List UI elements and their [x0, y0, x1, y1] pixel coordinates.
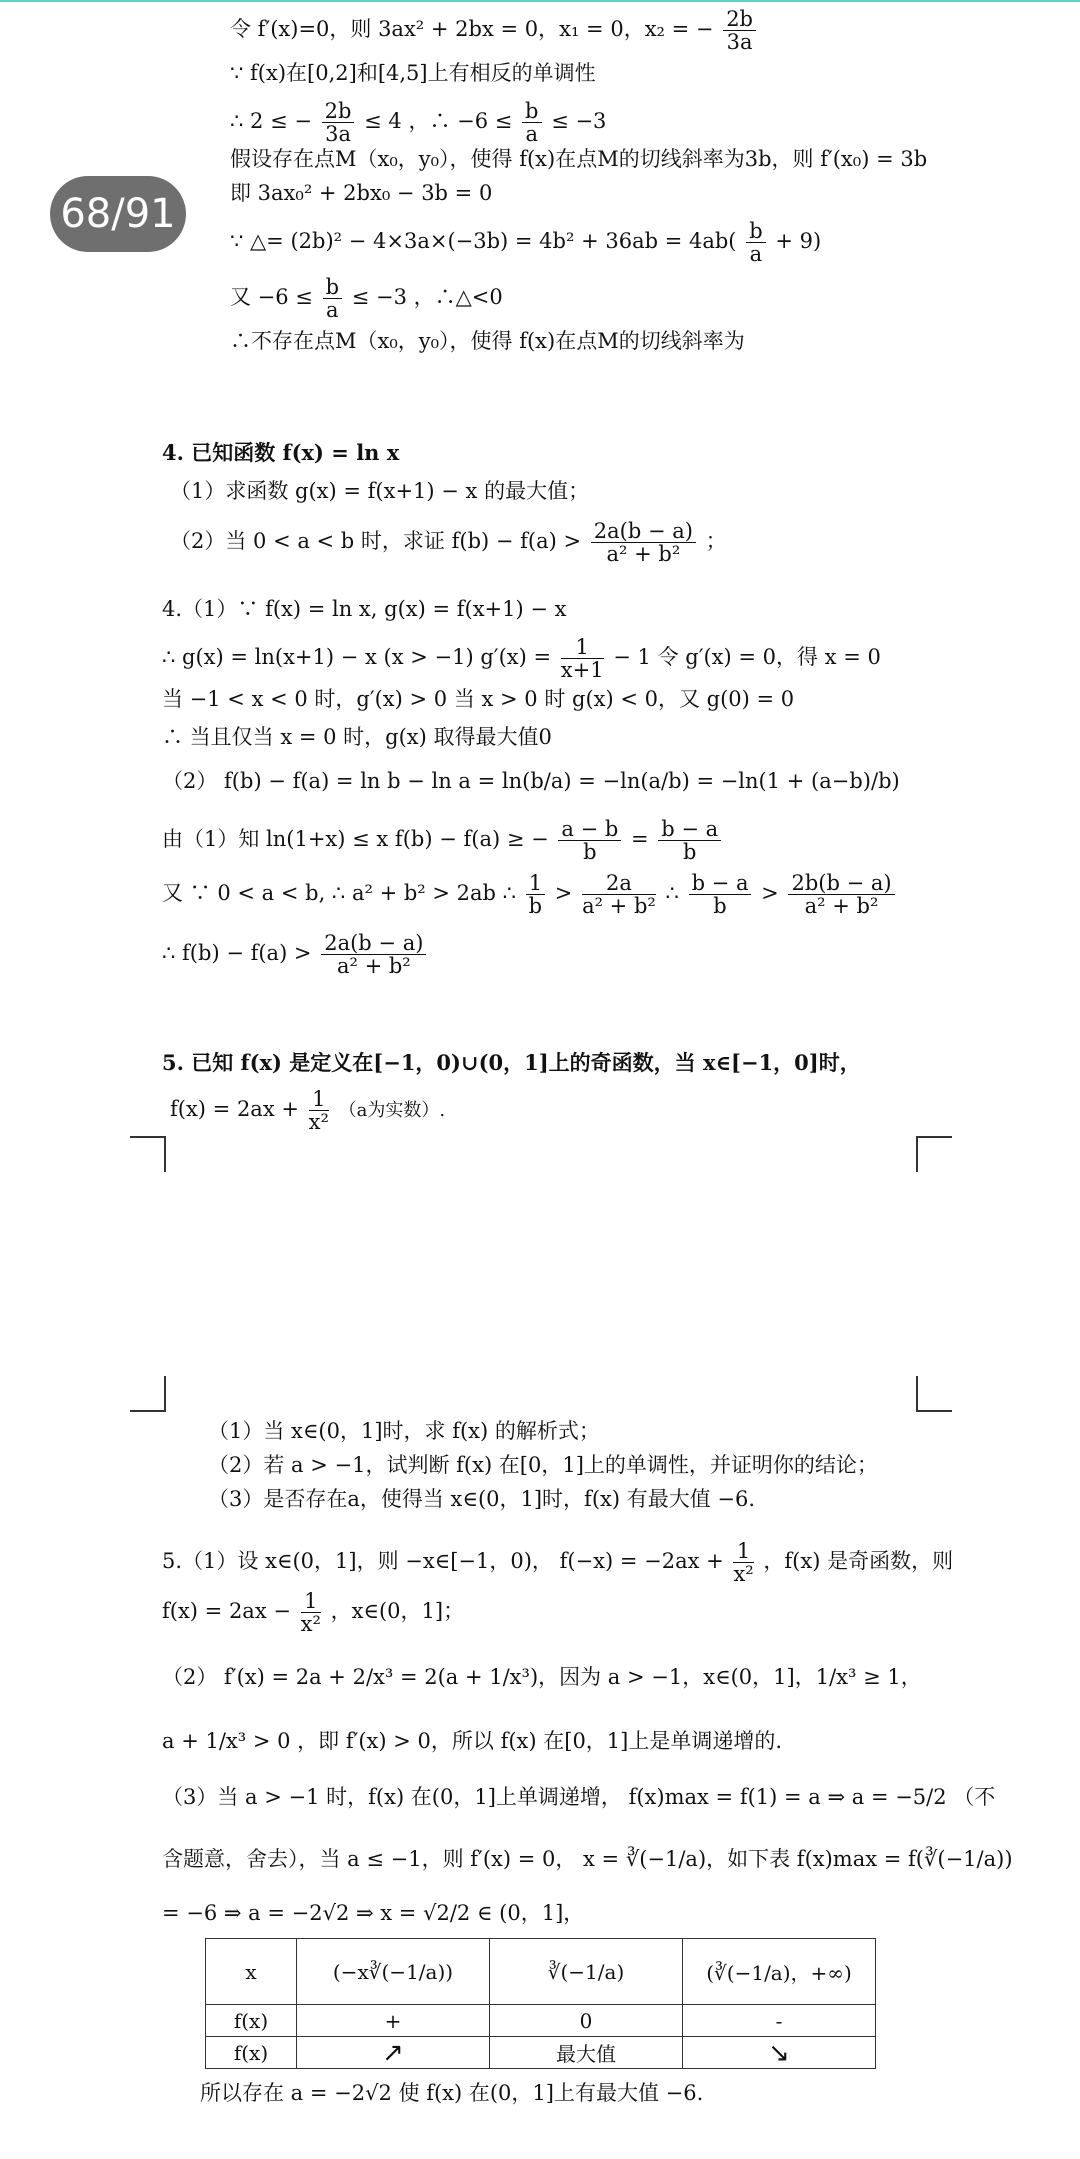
- line-3-text-b: ≤ 4 ，∴ −6 ≤: [364, 109, 513, 133]
- fraction: [522, 100, 541, 145]
- a4-line-2-text-b: − 1 令 g′(x) = 0，得 x = 0: [613, 645, 881, 669]
- fraction: [733, 1540, 753, 1585]
- q4-part2-text-b: ；: [705, 529, 727, 553]
- a4-line-7-text-c: ∴: [665, 881, 679, 905]
- q5-definition-text-b: （a为实数）.: [338, 1100, 446, 1121]
- denominator: b: [683, 840, 697, 864]
- fraction: [323, 276, 342, 321]
- fraction: [322, 100, 355, 145]
- a4-line-5: （2） f(b) − f(a) = ln b − ln a = ln(b/a) = −ln(a/b) = −ln(1 + (a−b)/b): [162, 769, 900, 793]
- fraction: [526, 872, 545, 917]
- numerator: 1: [561, 636, 604, 659]
- line-6: [230, 220, 821, 265]
- denominator: a² + b²: [804, 894, 879, 918]
- crop-mark-bottom-left: [130, 1376, 166, 1412]
- fraction: [591, 520, 696, 565]
- fraction: [558, 818, 621, 863]
- numerator: 1: [526, 872, 545, 895]
- numerator: 2a(b − a): [321, 932, 426, 955]
- table-cell: ∛(−1/a): [490, 1939, 683, 2005]
- denominator: a² + b²: [336, 954, 411, 978]
- fraction: [582, 872, 656, 917]
- fraction: [561, 636, 604, 681]
- q4-part2: [170, 520, 727, 565]
- a4-line-3: 当 −1 < x < 0 时，g′(x) > 0 当 x > 0 时 g(x) < 0，又 g(0) = 0: [162, 687, 795, 711]
- a4-line-4: ∴ 当且仅当 x = 0 时，g(x) 取得最大值0: [162, 725, 552, 749]
- a4-line-6: [162, 818, 724, 863]
- crop-mark-bottom-right: [916, 1376, 952, 1412]
- fraction: [321, 932, 426, 977]
- a5-line-6: 含题意，舍去），当 a ≤ −1，则 f′(x) = 0， x = ∛(−1/a)，如下表 f(x)max = f(∛(−1/a)): [162, 1847, 1013, 1871]
- line-7-text-b: ≤ −3 ，∴△<0: [351, 285, 503, 309]
- line-2: ∵ f(x)在[0,2]和[4,5]上有相反的单调性: [230, 61, 596, 85]
- fraction: [788, 872, 894, 917]
- top-accent-line: [0, 0, 1080, 2]
- numerator: a − b: [558, 818, 621, 841]
- line-5: 即 3ax₀² + 2bx₀ − 3b = 0: [230, 181, 493, 205]
- table-cell: -: [683, 2005, 876, 2037]
- table-row: [206, 2005, 876, 2037]
- q5-part3: （3）是否存在a，使得当 x∈(0，1]时，f(x) 有最大值 −6.: [208, 1487, 756, 1511]
- table-row: [206, 2037, 876, 2069]
- a5-line-2-text-a: f(x) = 2ax −: [162, 1599, 291, 1623]
- denominator: 3a: [325, 122, 351, 146]
- fraction: [658, 818, 721, 863]
- fraction: [723, 8, 756, 53]
- numerator: 2a: [582, 872, 656, 895]
- a5-line-4: a + 1/x³ > 0 ，即 f′(x) > 0，所以 f(x) 在[0，1]上是单调递增的.: [162, 1729, 783, 1753]
- denominator: 3a: [726, 30, 753, 54]
- table-row: [206, 1939, 876, 2005]
- a4-line-1: 4.（1）∵ f(x) = ln x, g(x) = f(x+1) − x: [162, 597, 567, 621]
- fraction: [746, 220, 765, 265]
- page-indicator: 68/91: [50, 176, 186, 252]
- line-6-text-b: + 9): [775, 229, 822, 253]
- a4-line-6-text-b: =: [631, 827, 649, 851]
- table-cell: (−x∛(−1/a)): [297, 1939, 490, 2005]
- denominator: a² + b²: [606, 542, 681, 566]
- decreasing-arrow-icon: ↘: [683, 2037, 876, 2069]
- q4-part2-text-a: （2）当 0 < a < b 时，求证 f(b) − f(a) >: [170, 529, 582, 553]
- a5-line-1-text-b: ，f(x) 是奇函数，则: [763, 1549, 954, 1573]
- denominator: b: [583, 840, 597, 864]
- a5-line-1: [162, 1540, 953, 1585]
- crop-mark-top-right: [916, 1136, 952, 1172]
- a4-line-2: [162, 636, 881, 681]
- denominator: x+1: [560, 658, 604, 682]
- a4-line-7-text-d: >: [761, 881, 779, 905]
- a4-line-8: [162, 932, 429, 977]
- q5-title: 5. 已知 f(x) 是定义在[−1，0)∪(0，1]上的奇函数，当 x∈[−1，0]时，: [162, 1050, 861, 1075]
- a4-line-2-text-a: ∴ g(x) = ln(x+1) − x (x > −1) g′(x) =: [162, 645, 552, 669]
- denominator: a: [326, 298, 339, 322]
- table-cell: +: [297, 2005, 490, 2037]
- numerator: b: [522, 100, 541, 123]
- numerator: b: [746, 220, 765, 243]
- a5-line-2-text-b: ，x∈(0，1]；: [330, 1599, 465, 1623]
- numerator: 2b: [322, 100, 355, 123]
- numerator: 1: [301, 1590, 321, 1613]
- table-cell: f(x): [206, 2037, 297, 2069]
- denominator: a: [525, 122, 539, 146]
- fraction: [689, 872, 752, 917]
- increasing-arrow-icon: ↗: [297, 2037, 490, 2069]
- q5-part1: （1）当 x∈(0，1]时，求 f(x) 的解析式；: [208, 1419, 600, 1443]
- table-cell: (∛(−1/a)，+∞): [683, 1939, 876, 2005]
- line-7: [230, 276, 503, 321]
- table-cell: 0: [490, 2005, 683, 2037]
- numerator: 2a(b − a): [591, 520, 696, 543]
- q4-title: 4. 已知函数 f(x) = ln x: [162, 440, 400, 465]
- a5-line-5: （3）当 a > −1 时，f(x) 在(0，1]上单调递增， f(x)max = f(1) = a ⇒ a = −5/2 （不: [162, 1785, 996, 1809]
- a4-line-7-text-a: 又 ∵ 0 < a < b, ∴ a² + b² > 2ab ∴: [162, 881, 517, 905]
- line-3: [230, 100, 606, 145]
- numerator: 1: [733, 1540, 753, 1563]
- line-4: 假设存在点M（x₀，y₀），使得 f(x)在点M的切线斜率为3b，则 f′(x₀) = 3b: [230, 147, 928, 171]
- line-6-text-a: ∵ △= (2b)² − 4×3a×(−3b) = 4b² + 36ab = 4ab(: [230, 229, 737, 253]
- line-1-text: 令 f′(x)=0，则 3ax² + 2bx = 0，x₁ = 0，x₂ = −: [230, 17, 714, 41]
- denominator: x²: [300, 1612, 321, 1636]
- denominator: b: [713, 894, 727, 918]
- conclusion: 所以存在 a = −2√2 使 f(x) 在(0，1]上有最大值 −6.: [200, 2081, 704, 2105]
- line-3-text-c: ≤ −3: [551, 109, 607, 133]
- line-1: [230, 8, 759, 53]
- numerator: 2b(b − a): [788, 872, 894, 895]
- q5-part2: （2）若 a > −1，试判断 f(x) 在[0，1]上的单调性，并证明你的结论；: [208, 1453, 878, 1477]
- a4-line-7: [162, 872, 898, 917]
- numerator: b: [323, 276, 342, 299]
- q4-part1: （1）求函数 g(x) = f(x+1) − x 的最大值；: [170, 479, 590, 503]
- crop-mark-top-left: [130, 1136, 166, 1172]
- numerator: b − a: [658, 818, 721, 841]
- monotonicity-table: [205, 1938, 876, 2069]
- numerator: b − a: [689, 872, 752, 895]
- q5-definition-text-a: f(x) = 2ax +: [170, 1097, 299, 1121]
- numerator: 2b: [723, 8, 756, 31]
- line-8: ∴不存在点M（x₀，y₀），使得 f(x)在点M的切线斜率为: [230, 329, 745, 353]
- table-cell: x: [206, 1939, 297, 2005]
- denominator: b: [528, 894, 543, 918]
- q5-definition: [170, 1088, 445, 1133]
- a5-line-2: [162, 1590, 464, 1635]
- table-cell: 最大值: [490, 2037, 683, 2069]
- line-7-text-a: 又 −6 ≤: [230, 285, 313, 309]
- fraction: [301, 1590, 321, 1635]
- denominator: a: [749, 242, 763, 266]
- fraction: [309, 1088, 329, 1133]
- a4-line-6-text-a: 由（1）知 ln(1+x) ≤ x f(b) − f(a) ≥ −: [162, 827, 549, 851]
- a5-line-7: = −6 ⇒ a = −2√2 ⇒ x = √2/2 ∈ (0，1]，: [162, 1901, 585, 1925]
- numerator: 1: [309, 1088, 329, 1111]
- table-cell: f(x): [206, 2005, 297, 2037]
- a4-line-7-text-b: >: [554, 881, 573, 905]
- a5-line-3: （2） f′(x) = 2a + 2/x³ = 2(a + 1/x³)，因为 a > −1，x∈(0，1]，1/x³ ≥ 1，: [162, 1665, 922, 1689]
- line-3-text-a: ∴ 2 ≤ −: [230, 109, 312, 133]
- denominator: x²: [308, 1110, 329, 1134]
- a4-line-8-text-a: ∴ f(b) − f(a) >: [162, 941, 312, 965]
- denominator: x²: [733, 1562, 754, 1586]
- a5-line-1-text-a: 5.（1）设 x∈(0，1]，则 −x∈[−1，0)， f(−x) = −2ax +: [162, 1549, 724, 1573]
- denominator: a² + b²: [582, 894, 656, 918]
